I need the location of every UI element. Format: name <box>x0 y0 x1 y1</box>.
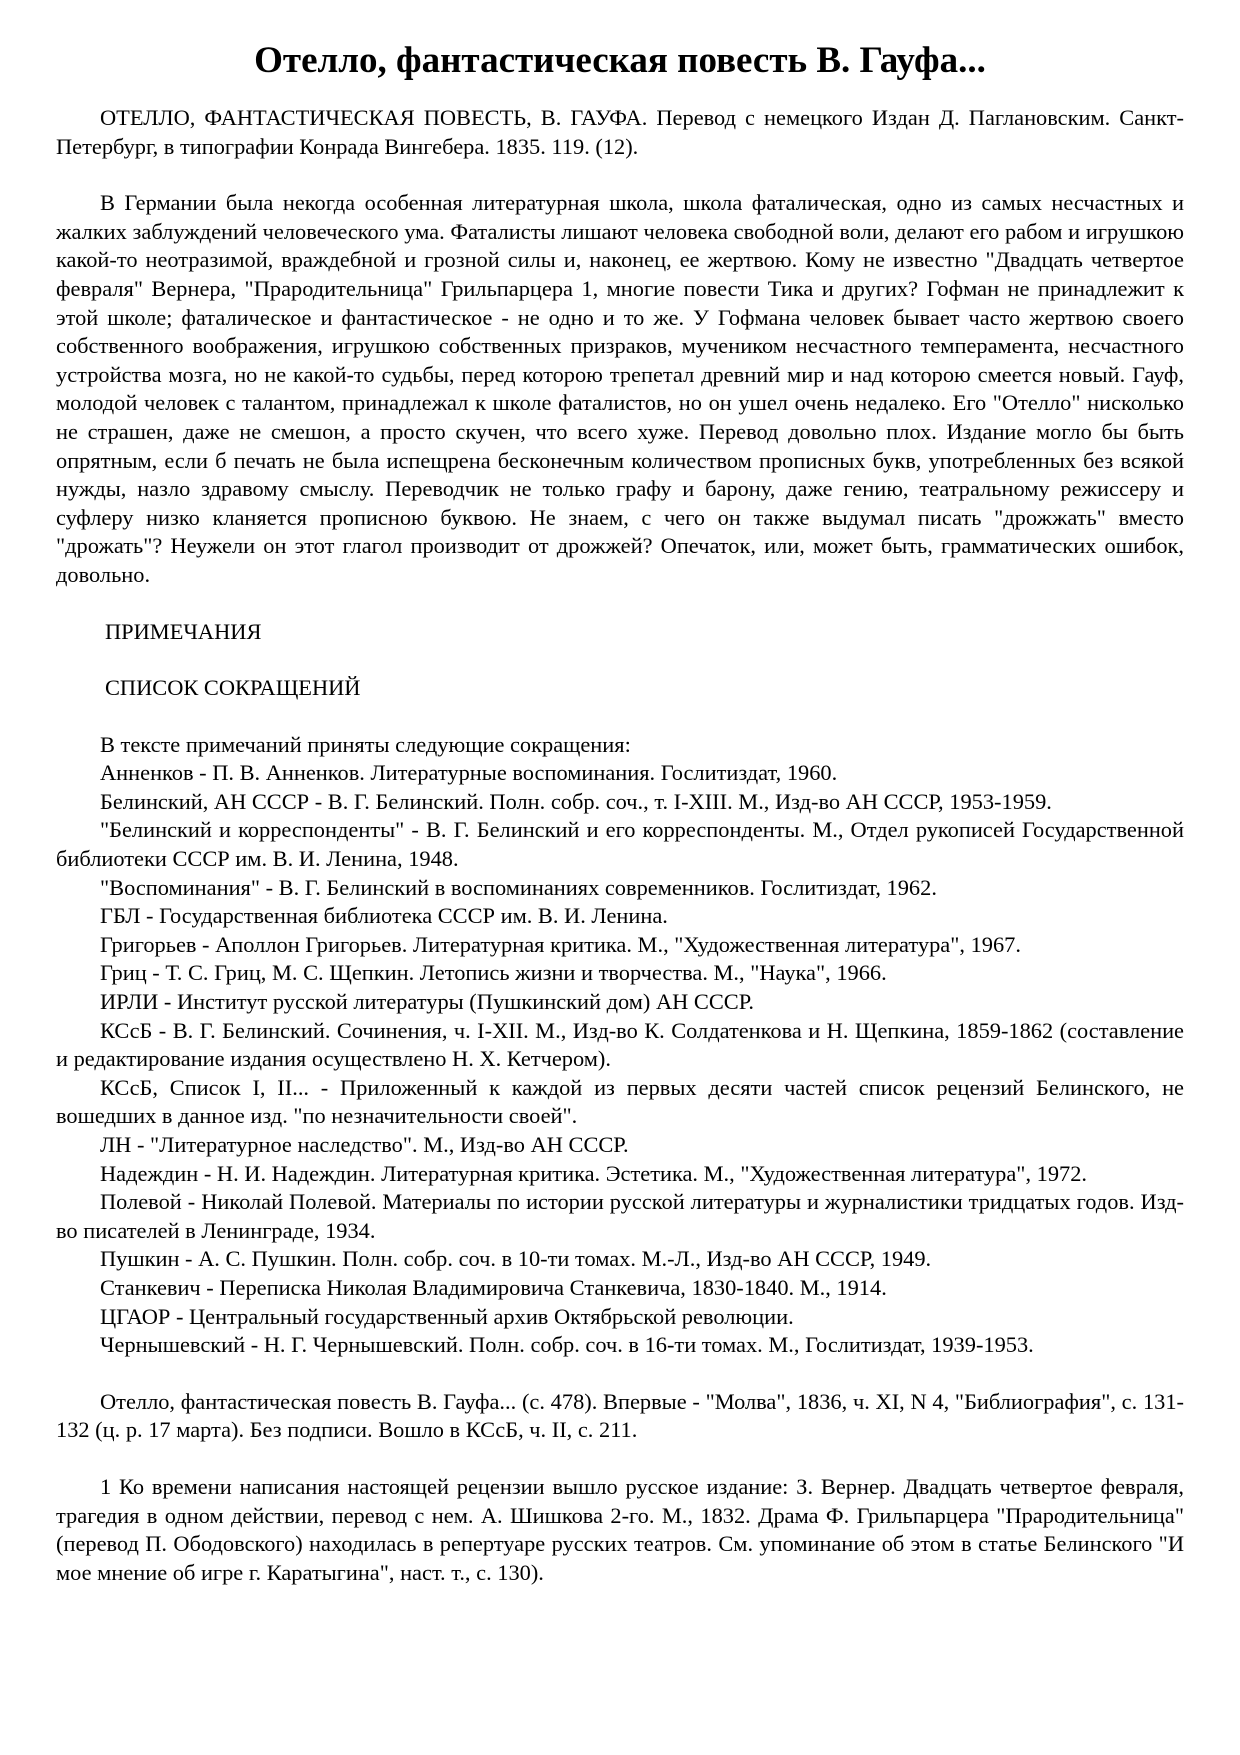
abbreviations-intro: В тексте примечаний приняты следующие сокращения: <box>100 731 631 757</box>
spacer <box>56 646 1184 674</box>
abbreviation-item: ЦГАОР - Центральный государственный архив Октябрьской революции. <box>100 1303 794 1329</box>
spacer <box>56 703 1184 731</box>
abbreviation-item: ЛН - "Литературное наследство". М., Изд-во АН СССР. <box>100 1132 629 1157</box>
review-text: В Германии была некогда особенная литературная школа, школа фаталическая, одно из самых несчастных и жалких заблуждений человеческого ума. Фаталисты лишают человека свободной воли, делают его рабом и игрушкою какой-то неотразимой, враждебной и грозной силы и, наконец, ее жертвою. Кому не известно "Двадцать четвертое февраля" Вернера, "Прародительница" Грильпарцера 1, многие повести Тика и других? Гофман не принадлежит к этой школе; фаталическое и фантастическое - не одно и то же. У Гофмана человек бывает часто жертвою своего собственного воображения, игрушкою собственных призраков, мучеником несчастного темперамента, несчастного устройства мозга, но не какой-то судьбы, перед которою трепетал древний мир и над которою смеется новый. Гауф, молодой человек с талантом, принадлежал к школе фаталистов, но он ушел очень недалеко. Его "Отелло" нисколько не страшен, даже не смешон, а просто скучен, что всего хуже. Перевод довольно плох. Издание могло бы быть опрятным, если б печать не была испещрена бесконечным количеством прописных букв, употребленных без всякой нужды, назло здравому смыслу. Переводчик не только графу и барону, даже гению, театральному режиссеру и суфлеру низко кланяется прописною буквою. Не знаем, с чего он также выдумал писать "дрожжать" вместо "дрожать"? Неужели он этот глагол производит от дрожжей? Опечаток, или, может быть, грамматических ошибок, довольно. <box>56 190 1184 587</box>
spacer <box>56 1445 1184 1473</box>
abbreviation-item: "Воспоминания" - В. Г. Белинский в воспоминаниях современников. Гослитиздат, 1962. <box>100 874 937 900</box>
notes-heading: ПРИМЕЧАНИЯ <box>105 618 262 644</box>
source-note: Отелло, фантастическая повесть В. Гауфа... (с. 478). Впервые - "Молва", 1836, ч. XI, N 4, "Библиография", с. 131-132 (ц. р. 17 марта). Без подписи. Вошло в КСсБ, ч. II, с. 211. <box>56 1388 1184 1443</box>
spacer <box>56 161 1184 189</box>
abbreviation-item: КСсБ - В. Г. Белинский. Сочинения, ч. I-XII. М., Изд-во К. Солдатенкова и Н. Щепкина, 1859-1862 (составление и редактирование издания осуществлено Н. Х. Кетчером). <box>56 1017 1184 1072</box>
abbreviation-item: Надеждин - Н. И. Надеждин. Литературная критика. Эстетика. М., "Художественная литература", 1972. <box>100 1160 1088 1186</box>
abbreviation-item: Григорьев - Аполлон Григорьев. Литературная критика. М., "Художественная литература", 1967. <box>100 931 1021 957</box>
page-title: Отелло, фантастическая повесть В. Гауфа... <box>254 40 986 81</box>
abbreviations-list <box>56 731 1184 1360</box>
abbreviation-item: Гриц - Т. С. Гриц, М. С. Щепкин. Летопись жизни и творчества. М., "Наука", 1966. <box>100 960 887 986</box>
abbreviation-item: ИРЛИ - Институт русской литературы (Пушкинский дом) АН СССР. <box>100 989 754 1015</box>
abbreviation-item: ГБЛ - Государственная библиотека СССР им. В. И. Ленина. <box>100 903 668 929</box>
abbreviation-item: Станкевич - Переписка Николая Владимировича Станкевича, 1830-1840. М., 1914. <box>100 1274 887 1300</box>
abbreviation-item: КСсБ, Список I, II... - Приложенный к каждой из первых десяти частей список рецензий Белинского, не вошедших в данное изд. "по незначительности своей". <box>56 1074 1184 1129</box>
abbreviation-item: "Белинский и корреспонденты" - В. Г. Белинский и его корреспонденты. М., Отдел рукописей Государственной библиотеки СССР им. В. И. Ленина, 1948. <box>56 817 1184 872</box>
abbreviation-item: Белинский, АН СССР - В. Г. Белинский. Полн. собр. соч., т. I-XIII. М., Изд-во АН СССР, 1953-1959. <box>100 788 1052 814</box>
spacer <box>56 1360 1184 1388</box>
abbreviation-item: Анненков - П. В. Анненков. Литературные воспоминания. Гослитиздат, 1960. <box>100 760 838 786</box>
abbreviations-heading: СПИСОК СОКРАЩЕНИЙ <box>105 675 361 701</box>
abbreviation-item: Пушкин - А. С. Пушкин. Полн. собр. соч. в 10-ти томах. М.-Л., Изд-во АН СССР, 1949. <box>100 1246 932 1272</box>
document-page <box>56 36 1184 1587</box>
abbreviation-item: Чернышевский - Н. Г. Чернышевский. Полн. собр. соч. в 16-ти томах. М., Гослитиздат, 1939-1953. <box>100 1332 1034 1358</box>
spacer <box>56 590 1184 618</box>
bibliographic-entry: ОТЕЛЛО, ФАНТАСТИЧЕСКАЯ ПОВЕСТЬ, В. ГАУФА. Перевод с немецкого Издан Д. Паглановским. Санкт-Петербург, в типографии Конрада Вингебера. 1835. 119. (12). <box>56 105 1184 159</box>
abbreviation-item: Полевой - Николай Полевой. Материалы по истории русской литературы и журналистики тридцатых годов. Изд-во писателей в Ленинграде, 1934. <box>56 1189 1184 1243</box>
footnote: 1 Ко времени написания настоящей рецензии вышло русское издание: З. Вернер. Двадцать четвертое февраля, трагедия в одном действии, перевод с нем. А. Шишкова 2-го. М., 1832. Драма Ф. Грильпарцера "Прародительница" (перевод П. Ободовского) находилась в репертуаре русских театров. См. упоминание об этом в статье Белинского "И мое мнение об игре г. Каратыгина", наст. т., с. 130). <box>56 1473 1184 1585</box>
